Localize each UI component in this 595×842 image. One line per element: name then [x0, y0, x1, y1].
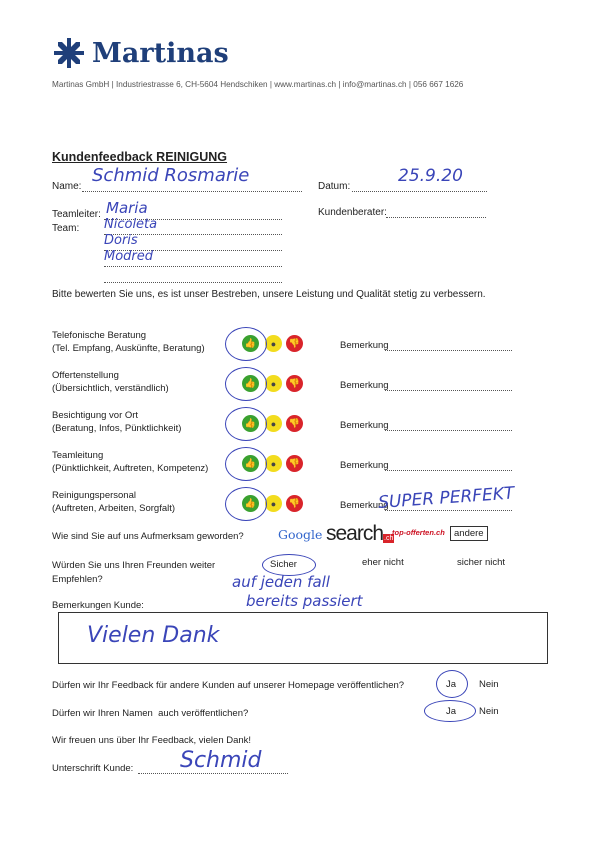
- source-question: Wie sind Sie auf uns Aufmerksam geworden?: [52, 531, 244, 542]
- rating-title: Teamleitung: [52, 450, 104, 461]
- remark-field-line[interactable]: [385, 470, 512, 471]
- selection-circle: [225, 407, 267, 441]
- teamleiter-value: Maria: [106, 199, 148, 217]
- rating-title: Reinigungspersonal: [52, 490, 136, 501]
- selection-circle: [225, 367, 267, 401]
- option-sicher-nicht[interactable]: sicher nicht: [457, 557, 506, 568]
- team-member: Modred: [104, 249, 154, 264]
- publish-name-no[interactable]: Nein: [479, 706, 499, 717]
- rating-subtitle: (Übersichtlich, verständlich): [52, 383, 169, 394]
- remark-field-line[interactable]: [385, 350, 512, 351]
- selection-circle: [225, 327, 267, 361]
- customer-remarks-value: Vielen Dank: [87, 623, 220, 648]
- publish-feedback-question: Dürfen wir Ihr Feedback für andere Kunden auf unserer Homepage veröffentlichen?: [52, 680, 405, 691]
- name-label: Name:: [52, 181, 82, 192]
- publish-feedback-yes[interactable]: Ja: [446, 679, 457, 690]
- rating-title: Besichtigung vor Ort: [52, 410, 139, 421]
- thumb-sideways-icon[interactable]: ●: [265, 415, 282, 432]
- option-sicher[interactable]: Sicher: [270, 559, 297, 570]
- thumb-up-icon[interactable]: 👍: [242, 415, 259, 432]
- rating-subtitle: (Beratung, Infos, Pünktlichkeit): [52, 423, 182, 434]
- rating-subtitle: (Auftreten, Arbeiten, Sorgfalt): [52, 503, 176, 514]
- logo-text: Martinas: [92, 38, 229, 69]
- team-member: Nicoleta: [104, 217, 158, 232]
- teamleiter-label: Teamleiter:: [52, 209, 101, 220]
- thumb-down-icon[interactable]: 👎: [286, 455, 303, 472]
- remark-label: Bemerkung: [340, 420, 389, 431]
- option-eher-nicht[interactable]: eher nicht: [362, 557, 404, 568]
- thumb-sideways-icon[interactable]: ●: [265, 375, 282, 392]
- name-field-line[interactable]: [82, 191, 302, 192]
- recommend-question-2: Empfehlen?: [52, 574, 103, 585]
- signature-field-line[interactable]: [138, 773, 288, 774]
- intro-text: Bitte bewerten Sie uns, es ist unser Bestreben, unsere Leistung und Qualität stetig zu verbessern.: [52, 289, 486, 300]
- signature-label: Unterschrift Kunde:: [52, 763, 134, 774]
- thumb-down-icon[interactable]: 👎: [286, 335, 303, 352]
- rating-subtitle: (Tel. Empfang, Auskünfte, Beratung): [52, 343, 205, 354]
- company-logo: [52, 36, 86, 70]
- source-search: search: [326, 522, 384, 545]
- name-value: Schmid Rosmarie: [92, 165, 250, 186]
- source-google[interactable]: Google: [278, 527, 323, 542]
- datum-label: Datum:: [318, 181, 351, 192]
- remark-label: Bemerkung: [340, 340, 389, 351]
- datum-field-line[interactable]: [352, 191, 487, 192]
- recommend-question-1: Würden Sie uns Ihren Freunden weiter: [52, 560, 216, 571]
- source-topofferten[interactable]: top-offerten.ch: [392, 528, 445, 537]
- publish-name-yes[interactable]: Ja: [446, 706, 457, 717]
- source-andere[interactable]: andere: [450, 526, 488, 541]
- remark-label: Bemerkung: [340, 460, 389, 471]
- publish-name-question: Dürfen wir Ihren Namen auch veröffentlichen?: [52, 708, 249, 719]
- team-field-line-3[interactable]: [104, 266, 282, 267]
- kundenberater-field-line[interactable]: [386, 217, 486, 218]
- thumb-sideways-icon[interactable]: ●: [265, 455, 282, 472]
- martinas-star-logo-icon: [52, 36, 86, 70]
- remark-field-line[interactable]: [385, 430, 512, 431]
- source-search-suffix: .ch: [384, 535, 394, 542]
- selection-circle: [225, 487, 267, 521]
- selection-circle: [225, 447, 267, 481]
- thumb-up-icon[interactable]: 👍: [242, 495, 259, 512]
- remark-handwritten: SUPER PERFEKT: [377, 483, 515, 513]
- customer-remarks-box[interactable]: [58, 612, 548, 664]
- kundenberater-label: Kundenberater:: [318, 207, 387, 218]
- thumb-sideways-icon[interactable]: ●: [265, 335, 282, 352]
- thumb-up-icon[interactable]: 👍: [242, 335, 259, 352]
- thumb-down-icon[interactable]: 👎: [286, 495, 303, 512]
- signature-value: Schmid: [180, 748, 262, 773]
- form-title: Kundenfeedback REINIGUNG: [52, 150, 228, 164]
- remark-field-line[interactable]: [385, 390, 512, 391]
- recommend-handwritten-1: auf jeden fall: [232, 573, 330, 591]
- thumb-down-icon[interactable]: 👎: [286, 375, 303, 392]
- datum-value: 25.9.20: [398, 166, 463, 186]
- team-field-line-4[interactable]: [104, 282, 282, 283]
- recommend-handwritten-2: bereits passiert: [246, 592, 363, 610]
- rating-title: Offertenstellung: [52, 370, 119, 381]
- team-label: Team:: [52, 223, 80, 234]
- team-member: Doris: [104, 233, 138, 248]
- remark-label: Bemerkung: [340, 380, 389, 391]
- thumb-sideways-icon[interactable]: ●: [265, 495, 282, 512]
- thanks-text: Wir freuen uns über Ihr Feedback, vielen Dank!: [52, 735, 252, 746]
- rating-subtitle: (Pünktlichkeit, Auftreten, Kompetenz): [52, 463, 209, 474]
- thumb-down-icon[interactable]: 👎: [286, 415, 303, 432]
- source-search-logo[interactable]: [326, 522, 394, 546]
- remark-label: Bemerkung: [340, 500, 389, 511]
- publish-feedback-no[interactable]: Nein: [479, 679, 499, 690]
- rating-title: Telefonische Beratung: [52, 330, 147, 341]
- company-address: Martinas GmbH | Industriestrasse 6, CH-5604 Hendschiken | www.martinas.ch | info@martinas.ch | 056 667 1626: [52, 80, 464, 89]
- customer-remarks-label: Bemerkungen Kunde:: [52, 600, 144, 611]
- thumb-up-icon[interactable]: 👍: [242, 375, 259, 392]
- thumb-up-icon[interactable]: 👍: [242, 455, 259, 472]
